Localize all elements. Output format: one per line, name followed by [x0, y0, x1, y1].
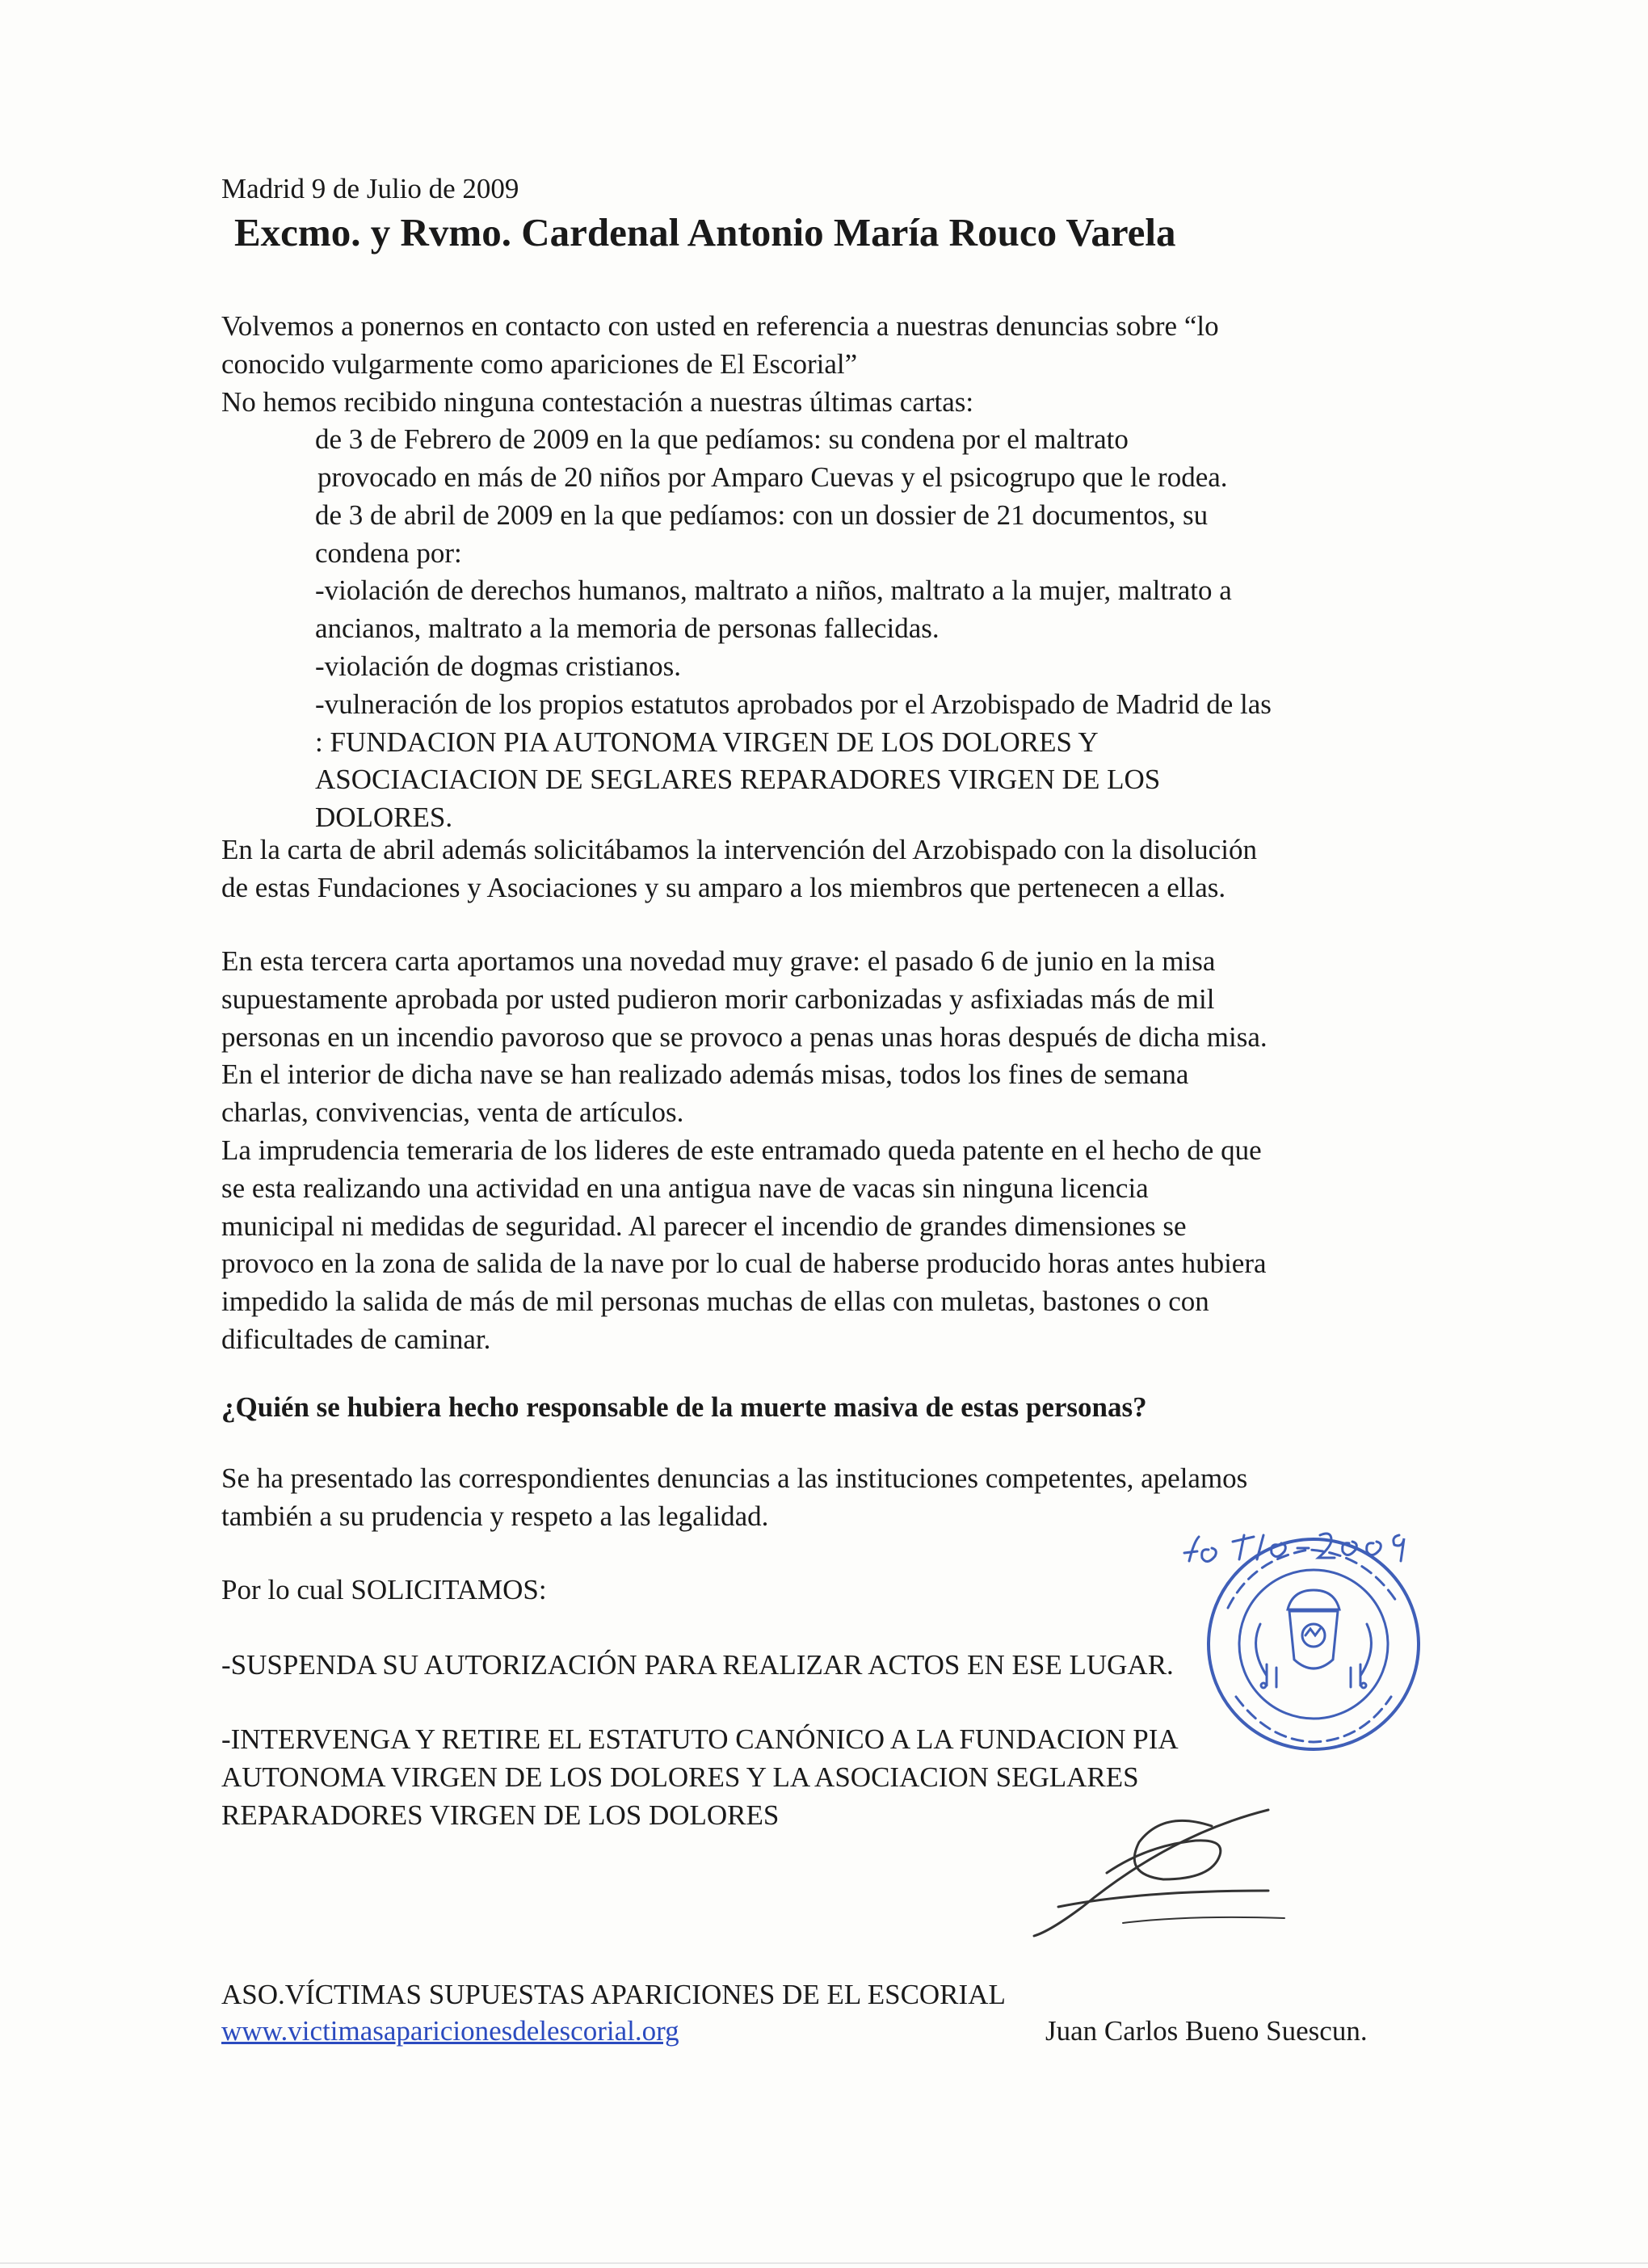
- body-line: En el interior de dicha nave se han realizado además misas, todos los fines de semana: [221, 1058, 1189, 1090]
- question-line: ¿Quién se hubiera hecho responsable de la muerte masiva de estas personas?: [221, 1391, 1147, 1423]
- body-line: se esta realizando una actividad en una antigua nave de vacas sin ninguna licencia: [221, 1172, 1149, 1204]
- body-line: Por lo cual SOLICITAMOS:: [221, 1574, 547, 1605]
- signatory-name: Juan Carlos Bueno Suescun.: [1045, 2015, 1368, 2047]
- body-line: -vulneración de los propios estatutos aprobados por el Arzobispado de Madrid de las: [315, 688, 1272, 720]
- body-line: municipal ni medidas de seguridad. Al parecer el incendio de grandes dimensiones se: [221, 1210, 1187, 1242]
- organization-name: ASO.VÍCTIMAS SUPUESTAS APARICIONES DE EL ESCORIAL: [221, 1979, 1006, 2010]
- body-line: ASOCIACIACION DE SEGLARES REPARADORES VIRGEN DE LOS: [315, 764, 1161, 795]
- body-line: provocado en más de 20 niños por Amparo Cuevas y el psicogrupo que le rodea.: [317, 461, 1228, 493]
- body-line: provoco en la zona de salida de la nave por lo cual de haberse producido horas antes hubiera: [221, 1248, 1267, 1279]
- body-line: charlas, convivencias, venta de artículos.: [221, 1096, 684, 1128]
- body-line: Volvemos a ponernos en contacto con usted en referencia a nuestras denuncias sobre “lo: [221, 310, 1219, 342]
- body-line: : FUNDACION PIA AUTONOMA VIRGEN DE LOS DOLORES Y: [315, 726, 1099, 758]
- website-link[interactable]: www.victimasaparicionesdelescorial.org: [221, 2015, 679, 2047]
- archdiocese-stamp: [1176, 1503, 1483, 1761]
- body-line: DOLORES.: [315, 802, 453, 833]
- body-line: de 3 de abril de 2009 en la que pedíamos: con un dossier de 21 documentos, su: [315, 499, 1209, 531]
- body-line: de estas Fundaciones y Asociaciones y su amparo a los miembros que pertenecen a ellas.: [221, 872, 1226, 903]
- request-line: -SUSPENDA SU AUTORIZACIÓN PARA REALIZAR ACTOS EN ESE LUGAR.: [221, 1649, 1174, 1681]
- body-line: ancianos, maltrato a la memoria de personas fallecidas.: [315, 612, 940, 644]
- body-line: Se ha presentado las correspondientes denuncias a las instituciones competentes, apelamos: [221, 1462, 1248, 1494]
- body-line: -violación de dogmas cristianos.: [315, 650, 681, 682]
- body-line: personas en un incendio pavoroso que se provoco a penas unas horas después de dicha misa.: [221, 1021, 1268, 1053]
- body-line: La imprudencia temeraria de los lideres de este entramado queda patente en el hecho de que: [221, 1134, 1262, 1166]
- signature: [1026, 1794, 1333, 1939]
- letter-addressee: Excmo. y Rvmo. Cardenal Antonio María Rouco Varela: [234, 210, 1176, 255]
- body-line: En esta tercera carta aportamos una novedad muy grave: el pasado 6 de junio en la misa: [221, 945, 1216, 977]
- body-line: también a su prudencia y respeto a las legalidad.: [221, 1500, 769, 1532]
- body-line: supuestamente aprobada por usted pudieron morir carbonizadas y asfixiadas más de mil: [221, 983, 1215, 1015]
- body-line: No hemos recibido ninguna contestación a nuestras últimas cartas:: [221, 386, 974, 418]
- request-line: REPARADORES VIRGEN DE LOS DOLORES: [221, 1799, 780, 1831]
- request-line: -INTERVENGA Y RETIRE EL ESTATUTO CANÓNICO A LA FUNDACION PIA: [221, 1723, 1179, 1755]
- body-line: impedido la salida de más de mil personas muchas de ellas con muletas, bastones o con: [221, 1285, 1209, 1317]
- body-line: condena por:: [315, 537, 462, 569]
- body-line: de 3 de Febrero de 2009 en la que pedíamos: su condena por el maltrato: [315, 423, 1129, 455]
- body-line: conocido vulgarmente como apariciones de El Escorial”: [221, 348, 858, 380]
- page-edge: [0, 2262, 1648, 2264]
- request-line: AUTONOMA VIRGEN DE LOS DOLORES Y LA ASOCIACION SEGLARES: [221, 1761, 1139, 1793]
- body-line: dificultades de caminar.: [221, 1323, 491, 1355]
- letter-date: Madrid 9 de Julio de 2009: [221, 173, 519, 204]
- body-line: En la carta de abril además solicitábamos la intervención del Arzobispado con la disolución: [221, 834, 1257, 865]
- body-line: -violación de derechos humanos, maltrato a niños, maltrato a la mujer, maltrato a: [315, 574, 1232, 606]
